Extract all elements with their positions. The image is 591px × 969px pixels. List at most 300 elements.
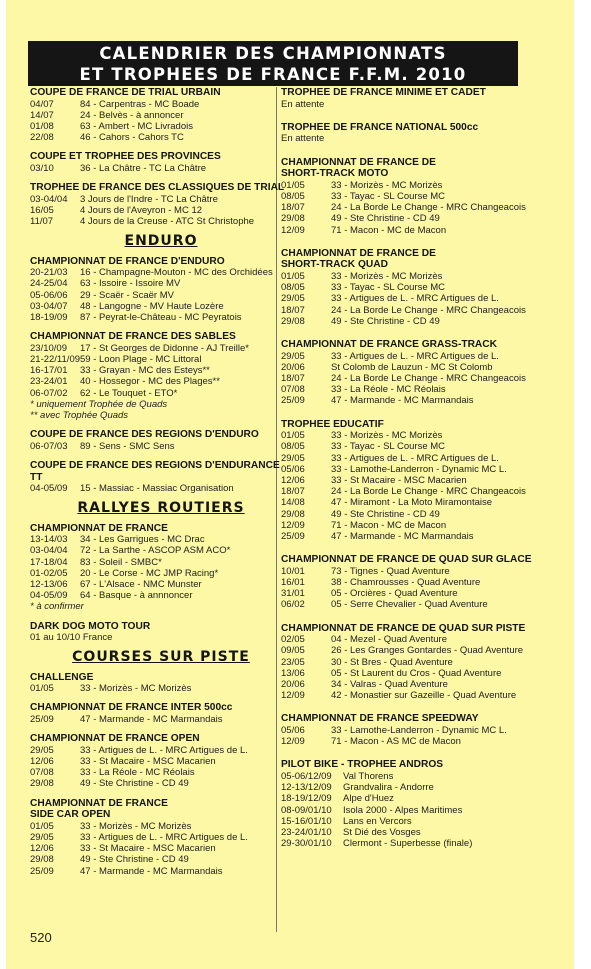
calendar-row	[281, 384, 543, 395]
event-place: 33 - St Macaire - MSC Macarien	[331, 475, 467, 487]
event-date: 29/05	[281, 293, 305, 305]
section-shorttrack-quad	[281, 248, 543, 327]
event-place: 05 - Serre Chevalier - Quad Aventure	[331, 599, 488, 611]
event-date: 10/01	[281, 565, 305, 577]
event-date: 08/05	[281, 441, 305, 453]
calendar-row	[281, 225, 543, 236]
section-title: CHAMPIONNAT DE FRANCE DES SABLES	[30, 331, 236, 343]
event-place: 47 - Marmande - MC Marmandais	[80, 714, 223, 726]
event-place: 71 - Macon - AS MC de Macon	[331, 736, 461, 748]
event-date: 12/06	[30, 843, 54, 855]
section-title: CHAMPIONNAT DE FRANCE OPEN	[30, 733, 200, 745]
event-place: 49 - Ste Christine - CD 49	[80, 778, 189, 790]
section-title: COUPE DE FRANCE DE TRIAL URBAIN	[30, 87, 221, 98]
calendar-row	[30, 267, 292, 278]
section-speedway	[281, 713, 543, 747]
event-place: 26 - Les Granges Gontardes - Quad Aventure	[331, 645, 524, 657]
event-place: 34 - Valras - Quad Aventure	[331, 679, 448, 691]
section-quad-glace	[281, 554, 543, 610]
event-date: 12/09	[281, 519, 305, 531]
event-place: 33 - Lamothe-Landerron - Dynamic MC L.	[331, 463, 507, 475]
calendar-row	[281, 497, 543, 508]
event-date: 25/09	[30, 714, 54, 726]
event-place: 33 - Morizès - MC Morizès	[331, 179, 443, 191]
section-regions-enduro	[30, 429, 292, 452]
calendar-row	[30, 683, 292, 694]
calendar-row	[30, 843, 292, 854]
section-trial-urbain	[30, 87, 292, 143]
section-shorttrack-moto	[281, 157, 543, 236]
calendar-row	[30, 216, 292, 227]
calendar-row	[30, 483, 292, 494]
calendar-row	[281, 771, 543, 782]
section-title: CHAMPIONNAT DE FRANCE	[30, 522, 168, 534]
calendar-row	[281, 736, 543, 747]
event-date: 12/09	[281, 224, 305, 236]
calendar-row	[30, 545, 292, 556]
calendar-row	[281, 782, 543, 793]
event-place: 87 - Peyrat-le-Château - MC Peyratois	[80, 312, 242, 324]
section-inter500	[30, 702, 292, 725]
calendar-row	[30, 832, 292, 843]
event-date: 15-16/01/10	[281, 815, 332, 827]
calendar-row	[30, 312, 292, 323]
event-place: 33 - La Réole - MC Réolais	[80, 767, 195, 779]
event-place: 33 - Tayac - SL Course MC	[331, 441, 446, 453]
calendar-row	[30, 756, 292, 767]
event-date: 29/08	[30, 854, 54, 866]
calendar-row	[30, 866, 292, 877]
section-title: COUPE DE FRANCE DES REGIONS D'ENDURANCE TT	[30, 460, 280, 483]
event-place: 63 - Issoire - Issoire MV	[80, 278, 181, 290]
event-date: 05-06/06	[30, 289, 68, 301]
section-title: CHAMPIONNAT DE FRANCE INTER 500cc	[30, 702, 233, 714]
event-date: 05/06	[281, 725, 305, 737]
calendar-row	[281, 316, 543, 327]
section-challenge	[30, 672, 292, 695]
event-date: 16/05	[30, 205, 54, 216]
section-title: CHAMPIONNAT DE FRANCE DE QUAD SUR PISTE	[281, 622, 526, 634]
calendar-row	[281, 668, 543, 679]
calendar-row	[281, 213, 543, 224]
event-place: 47 - Marmande - MC Marmandais	[331, 531, 474, 543]
event-date: 23/10/09	[30, 342, 67, 354]
calendar-row	[281, 373, 543, 384]
section-subtitle: SHORT-TRACK MOTO	[281, 168, 389, 180]
event-place: St Colomb de Lauzun - MC St Colomb	[331, 361, 493, 373]
event-date: 18-19/09	[30, 312, 68, 324]
event-date: 08-09/01/10	[281, 804, 332, 816]
event-date: 12/06	[281, 475, 305, 487]
calendar-row	[281, 520, 543, 531]
event-place: 33 - Artigues de L. - MRC Artigues de L.	[331, 350, 499, 362]
event-date: 25/09	[281, 531, 305, 543]
event-place: 17 - St Georges de Didonne - AJ Treille*	[80, 342, 249, 354]
event-place: 33 - Tayac - SL Course MC	[331, 282, 446, 294]
event-place: 24 - La Borde Le Change - MRC Changeacois	[331, 202, 526, 214]
calendar-row	[30, 821, 292, 832]
section-dark-dog	[30, 621, 292, 644]
event-place: 49 - Ste Christine - CD 49	[80, 854, 189, 866]
rallyes-heading: RALLYES ROUTIERS	[77, 500, 245, 517]
calendar-row	[281, 566, 543, 577]
event-date: 22/08	[30, 132, 54, 144]
event-place: 46 - Cahors - Cahors TC	[80, 132, 184, 144]
calendar-row	[30, 99, 292, 110]
event-place: 16 - Champagne-Mouton - MC des Orchidées	[80, 267, 273, 279]
event-date: 03-04/04	[30, 193, 68, 205]
event-place: Alpe d'Huez	[343, 793, 394, 805]
event-date: 12/09	[281, 736, 305, 748]
event-place: 33 - Morizès - MC Morizès	[80, 683, 192, 695]
event-date: 13/06	[281, 667, 305, 679]
calendar-row	[281, 486, 543, 497]
event-date: 04-05/09	[30, 590, 68, 602]
section-national500	[281, 122, 543, 145]
event-date: 29/08	[30, 778, 54, 790]
section-subtitle: SIDE CAR OPEN	[30, 809, 111, 821]
event-date: 23-24/01	[30, 376, 68, 388]
calendar-row	[281, 816, 543, 827]
event-date: 12-13/06	[30, 579, 68, 591]
section-title: TROPHEE EDUCATIF	[281, 418, 384, 430]
section-enduro	[30, 256, 292, 324]
calendar-row	[30, 590, 292, 601]
calendar-row	[281, 634, 543, 645]
calendar-row	[281, 430, 543, 441]
event-date: 16-17/01	[30, 365, 68, 377]
event-place: 64 - Basque - à annnoncer	[80, 590, 193, 602]
section-title: TROPHEE DE FRANCE NATIONAL 500cc	[281, 121, 479, 133]
calendar-row	[281, 362, 543, 373]
event-date: 01/05	[30, 683, 54, 695]
event-place: 34 - Les Garrigues - MC Drac	[80, 534, 205, 546]
event-date: 16/01	[281, 577, 305, 589]
header-banner	[28, 41, 518, 86]
event-date: 18/07	[281, 373, 305, 384]
event-date: 01/05	[281, 430, 305, 442]
section-title: DARK DOG MOTO TOUR	[30, 620, 151, 632]
calendar-row	[30, 534, 292, 545]
section-title: CHAMPIONNAT DE FRANCE SPEEDWAY	[281, 713, 479, 725]
event-date: 18/07	[281, 304, 305, 316]
left-column	[30, 87, 292, 877]
calendar-row	[281, 805, 543, 816]
calendar-row	[281, 657, 543, 668]
calendar-row	[30, 301, 292, 312]
event-date: 29/08	[281, 213, 305, 225]
section-title: TROPHEE DE FRANCE MINIME ET CADET	[281, 87, 486, 98]
calendar-row	[30, 568, 292, 579]
event-date: 11/07	[30, 216, 54, 228]
event-place: 47 - Miramont - La Moto Miramontaise	[331, 497, 493, 509]
event-place: 29 - Scaër - Scaër MV	[80, 289, 174, 301]
event-date: 20-21/03	[30, 267, 68, 279]
calendar-row	[281, 271, 543, 282]
event-place: 67 - L'Alsace - NMC Munster	[80, 579, 202, 591]
calendar-row	[281, 453, 543, 464]
event-date: 17-18/04	[30, 556, 68, 568]
event-place: 49 - Ste Christine - CD 49	[331, 213, 440, 225]
event-date: 23-24/01/10	[281, 827, 332, 839]
section-quad-piste	[281, 623, 543, 702]
event-place: 24 - La Borde Le Change - MRC Changeacois	[331, 304, 526, 316]
calendar-row	[30, 714, 292, 725]
event-date: 23/05	[281, 656, 305, 668]
event-date: 29/08	[281, 508, 305, 520]
section-title: CHAMPIONNAT DE FRANCE GRASS-TRACK	[281, 339, 498, 350]
event-place: 38 - Chamrousses - Quad Aventure	[331, 577, 481, 589]
section-title: COUPE DE FRANCE DES REGIONS D'ENDURO	[30, 429, 259, 441]
event-date: 04/07	[30, 98, 54, 110]
event-date: 12/06	[30, 756, 54, 768]
event-place: 47 - Marmande - MC Marmandais	[331, 395, 474, 407]
calendar-row	[281, 725, 543, 736]
event-date: 08/05	[281, 282, 305, 294]
event-place: 33 - Artigues de L. - MRC Artigues de L.	[331, 452, 499, 464]
event-date: 02/05	[281, 634, 305, 646]
calendar-row	[30, 110, 292, 121]
calendar-row	[281, 202, 543, 213]
event-place: 20 - Le Corse - MC JMP Racing*	[80, 567, 219, 579]
event-place: 4 Jours de l'Aveyron - MC 12	[80, 205, 203, 216]
rallyes-note: * à confirmer	[30, 601, 84, 613]
event-date: 03-04/04	[30, 545, 68, 557]
event-date: 01/05	[30, 820, 54, 832]
event-place: 24 - Belvès - à annoncer	[80, 109, 184, 121]
event-place: 24 - La Borde Le Change - MRC Changeacois	[331, 486, 526, 498]
event-date: 25/09	[30, 865, 54, 877]
event-place: 4 Jours de la Creuse - ATC St Christophe	[80, 216, 255, 228]
event-date: 20/06	[281, 361, 305, 373]
calendar-row	[281, 531, 543, 542]
event-place: 73 - Tignes - Quad Aventure	[331, 565, 450, 577]
calendar-row	[30, 778, 292, 789]
status-text: En attente	[281, 133, 325, 145]
section-title: CHAMPIONNAT DE FRANCE	[30, 797, 168, 809]
event-date: 18-19/12/09	[281, 793, 332, 805]
section-subtitle: SHORT-TRACK QUAD	[281, 259, 388, 271]
calendar-row	[281, 577, 543, 588]
event-place: 59 - Loon Plage - MC Littoral	[80, 354, 202, 366]
event-place: 40 - Hossegor - MC des Plages**	[80, 376, 220, 388]
section-provinces	[30, 151, 292, 174]
event-place: 83 - Soleil - SMBC*	[80, 556, 162, 568]
calendar-row	[281, 180, 543, 191]
calendar-row	[30, 194, 292, 205]
calendar-row	[30, 767, 292, 778]
status-text: En attente	[281, 98, 325, 110]
event-place: 33 - La Réole - MC Réolais	[331, 384, 446, 396]
right-column	[281, 87, 543, 849]
event-place: 72 - La Sarthe - ASCOP ASM ACO*	[80, 545, 231, 557]
calendar-row	[281, 645, 543, 656]
event-place: 89 - Sens - SMC Sens	[80, 440, 175, 452]
section-classiques	[30, 182, 292, 227]
calendar-row	[281, 793, 543, 804]
calendar-row	[30, 132, 292, 143]
calendar-row	[30, 343, 292, 354]
calendar-row	[281, 293, 543, 304]
section-regions-endurance	[30, 460, 292, 494]
section-title: PILOT BIKE - TROPHEE ANDROS	[281, 759, 444, 771]
event-date: 04-05/09	[30, 483, 68, 495]
calendar-row	[281, 838, 543, 849]
event-date: 29-30/01/10	[281, 838, 332, 850]
event-place: 30 - St Bres - Quad Aventure	[331, 656, 453, 668]
calendar-row	[281, 599, 543, 610]
event-place: 48 - Langogne - MV Haute Lozère	[80, 300, 224, 312]
event-date: 03-04/07	[30, 300, 68, 312]
event-place: 04 - Mezel - Quad Aventure	[331, 634, 447, 646]
calendar-row	[281, 305, 543, 316]
event-place: 71 - Macon - MC de Macon	[331, 519, 447, 531]
event-date: 08/05	[281, 190, 305, 202]
event-date: 31/01	[281, 588, 305, 600]
event-place: 33 - Artigues de L. - MRC Artigues de L.	[80, 744, 248, 756]
event-place: 33 - Morizès - MC Morizès	[80, 820, 192, 832]
event-date: 21-22/11/09	[30, 354, 81, 366]
event-place: Isola 2000 - Alpes Maritimes	[343, 804, 463, 816]
page-number: 520	[30, 930, 52, 945]
calendar-row	[30, 557, 292, 568]
section-title: TROPHEE DE FRANCE DES CLASSIQUES DE TRIAL	[30, 182, 285, 194]
event-place: 05 - Orcières - Quad Aventure	[331, 588, 458, 600]
event-place: 15 - Massiac - Massiac Organisation	[80, 483, 234, 495]
calendar-row	[281, 827, 543, 838]
event-date: 01/05	[281, 179, 305, 191]
calendar-row	[281, 282, 543, 293]
calendar-row	[30, 376, 292, 387]
calendar-row	[281, 441, 543, 452]
calendar-row	[30, 290, 292, 301]
calendar-row	[281, 509, 543, 520]
event-place: 62 - Le Touquet - ETO*	[80, 387, 178, 399]
calendar-row	[30, 121, 292, 132]
event-date: 06/02	[281, 599, 305, 611]
event-place: 33 - Tayac - SL Course MC	[331, 190, 446, 202]
event-place: 33 - St Macaire - MSC Macarien	[80, 756, 216, 768]
event-place: 42 - Monastier sur Gazeille - Quad Aventure	[331, 690, 517, 702]
event-date: 07/08	[30, 767, 54, 779]
calendar-row	[30, 278, 292, 289]
section-educatif	[281, 419, 543, 543]
event-place: 33 - Morizès - MC Morizès	[331, 270, 443, 282]
event-date: 24-25/04	[30, 278, 68, 290]
event-place: 24 - La Borde Le Change - MRC Changeacois	[331, 373, 526, 384]
event-place: 71 - Macon - MC de Macon	[331, 224, 447, 236]
event-date: 20/06	[281, 679, 305, 691]
section-grass-track	[281, 339, 543, 407]
event-date: 01-02/05	[30, 567, 68, 579]
event-place: 33 - St Macaire - MSC Macarien	[80, 843, 216, 855]
dark-dog-line: 01 au 10/10 France	[30, 632, 113, 644]
calendar-row	[30, 354, 292, 365]
calendar-row	[281, 679, 543, 690]
event-place: 49 - Ste Christine - CD 49	[331, 315, 440, 327]
event-date: 13-14/03	[30, 534, 68, 546]
event-date: 05/06	[281, 463, 305, 475]
calendar-row	[30, 441, 292, 452]
event-date: 09/05	[281, 645, 305, 657]
section-title: CHAMPIONNAT DE FRANCE DE QUAD SUR GLACE	[281, 554, 532, 566]
event-place: Lans en Vercors	[343, 815, 412, 827]
section-title: CHALLENGE	[30, 671, 94, 683]
event-date: 01/05	[281, 270, 305, 282]
event-date: 06-07/02	[30, 387, 68, 399]
event-date: 14/08	[281, 497, 305, 509]
event-place: St Dié des Vosges	[343, 827, 421, 839]
page-edge	[574, 0, 591, 969]
event-place: 63 - Ambert - MC Livradois	[80, 121, 193, 132]
calendar-row	[281, 475, 543, 486]
event-date: 12/09	[281, 690, 305, 702]
event-date: 18/07	[281, 486, 305, 498]
event-place: 05 - St Laurent du Cros - Quad Aventure	[331, 667, 502, 679]
calendar-row	[281, 588, 543, 599]
section-sables	[30, 331, 292, 399]
event-date: 01/08	[30, 121, 54, 132]
calendar-row	[30, 388, 292, 399]
calendar-row	[30, 365, 292, 376]
calendar-row	[30, 854, 292, 865]
event-place: 84 - Carpentras - MC Boade	[80, 98, 200, 110]
event-date: 07/08	[281, 384, 305, 396]
section-title: CHAMPIONNAT DE FRANCE DE	[281, 156, 436, 168]
event-date: 12-13/12/09	[281, 782, 332, 794]
calendar-row	[30, 163, 292, 174]
enduro-heading: ENDURO	[124, 233, 198, 250]
header-line-1: CALENDRIER DES CHAMPIONNATS	[99, 44, 447, 63]
event-date: 29/08	[281, 315, 305, 327]
event-date: 06-07/03	[30, 440, 68, 452]
calendar-row	[30, 579, 292, 590]
section-title: CHAMPIONNAT DE FRANCE DE	[281, 247, 436, 259]
section-andros	[281, 759, 543, 849]
calendar-row	[281, 351, 543, 362]
section-title: CHAMPIONNAT DE FRANCE D'ENDURO	[30, 255, 225, 267]
event-date: 18/07	[281, 202, 305, 214]
event-place: 36 - La Châtre - TC La Châtre	[80, 163, 207, 174]
event-place: 33 - Artigues de L. - MRC Artigues de L.	[331, 293, 499, 305]
sables-note-2: ** avec Trophée Quads	[30, 410, 129, 422]
event-place: Val Thorens	[343, 771, 394, 783]
event-date: 29/05	[30, 744, 54, 756]
event-place: 33 - Lamothe-Landerron - Dynamic MC L.	[331, 725, 507, 737]
event-date: 03/10	[30, 163, 54, 174]
section-minime	[281, 87, 543, 110]
event-date: 05-06/12/09	[281, 771, 332, 783]
event-date: 25/09	[281, 395, 305, 407]
section-rallyes	[30, 523, 292, 602]
piste-heading: COURSES SUR PISTE	[72, 649, 250, 666]
header-line-2: ET TROPHEES DE FRANCE F.F.M. 2010	[79, 65, 467, 84]
sables-note-1: * uniquement Trophée de Quads	[30, 398, 168, 410]
calendar-row	[281, 395, 543, 406]
event-date: 29/05	[30, 832, 54, 844]
event-place: 49 - Ste Christine - CD 49	[331, 508, 440, 520]
event-date: 29/05	[281, 452, 305, 464]
section-open	[30, 733, 292, 789]
event-place: 33 - Artigues de L. - MRC Artigues de L.	[80, 832, 248, 844]
event-place: 33 - Grayan - MC des Esteys**	[80, 365, 210, 377]
calendar-row	[30, 745, 292, 756]
event-date: 14/07	[30, 109, 54, 121]
event-date: 29/05	[281, 350, 305, 362]
calendar-row	[281, 690, 543, 701]
event-place: Clermont - Superbesse (finale)	[343, 838, 473, 850]
event-place: Grandvalira - Andorre	[343, 782, 434, 794]
